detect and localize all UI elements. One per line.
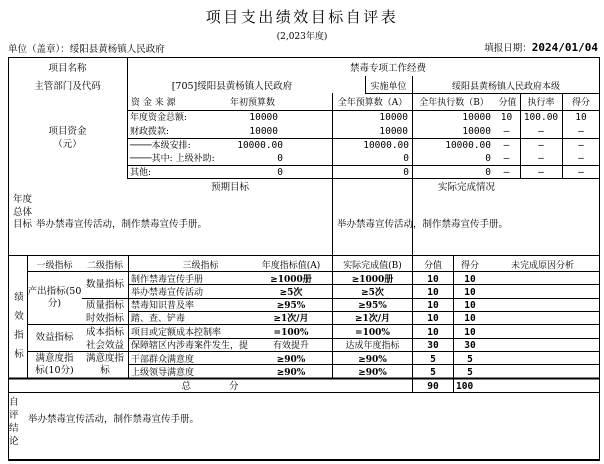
fund-row-budget: 10000 xyxy=(379,112,408,123)
l1-output-indicator: 产出指标(50分) xyxy=(27,286,82,309)
fund-row-budget: 10000.00 xyxy=(363,140,409,151)
indicator-weight: 5 xyxy=(430,354,436,365)
fund-row-label: 财政拨款: xyxy=(130,127,170,137)
l2-satisfaction: 满意度指标 xyxy=(85,353,124,376)
indicator-actual-header: 实际完成值(B) xyxy=(343,261,402,271)
dept-code-value: [705]绥阳县黄杨镇人民政府 xyxy=(171,81,293,92)
annual-goal-label: 年度总体目标 xyxy=(13,194,33,230)
indicator-weight: 10 xyxy=(427,287,439,298)
indicator-l3-header: 三级指标 xyxy=(182,261,219,271)
performance-side-label: 绩效指标 xyxy=(14,292,24,360)
indicator-actual: =100% xyxy=(355,328,390,338)
indicator-actual: ≥90% xyxy=(358,368,387,378)
indicator-actual: ≥1000册 xyxy=(351,275,394,285)
indicator-name: 举办禁毒宣传活动 xyxy=(131,288,204,298)
indicator-name: 禁毒知识普及率 xyxy=(131,301,195,311)
l2-quantity: 数量指标 xyxy=(85,279,124,290)
l2-social-benefit: 社会效益 xyxy=(85,340,124,351)
indicator-target: ≥95% xyxy=(276,301,306,311)
fund-row-score: – xyxy=(578,126,584,137)
actual-result-header: 实际完成情况 xyxy=(437,182,495,193)
total-score-label: 总 分 xyxy=(181,381,239,392)
indicator-score: 10 xyxy=(464,300,476,311)
form-subtitle: (2,023年度) xyxy=(276,32,328,42)
fund-row-score: – xyxy=(578,153,584,164)
indicator-name: 保障辖区内涉毒案件发生，提 xyxy=(131,341,249,351)
report-date xyxy=(420,42,598,55)
fund-row-rate: – xyxy=(538,126,544,137)
fund-row-rate: – xyxy=(538,167,544,178)
indicator-target-header: 年度指标值(A) xyxy=(261,261,321,271)
fund-row-init: 10000 xyxy=(249,126,278,137)
indicator-target: 有效提升 xyxy=(272,341,309,351)
fund-row-init: 10000 xyxy=(249,112,278,123)
report-date-label: 填报日期： xyxy=(484,43,532,54)
indicator-target: ≥1000册 xyxy=(270,275,312,285)
fund-row-budget: 0 xyxy=(403,153,409,164)
indicator-l1-header: 一级指标 xyxy=(36,261,73,271)
conclusion-label: 自评结论 xyxy=(9,397,19,447)
indicator-score: 30 xyxy=(464,340,476,351)
indicator-actual: ≥1次/月 xyxy=(354,314,391,324)
fund-weight-header: 分值 xyxy=(498,98,517,108)
fund-source-header: 资 金 来 源 xyxy=(131,98,176,108)
fund-row-label: 年度资金总额: xyxy=(130,113,188,123)
indicator-weight: 10 xyxy=(427,274,439,285)
fund-row-score: – xyxy=(578,140,584,151)
indicator-target: ≥1次/月 xyxy=(273,314,309,324)
indicator-score: 10 xyxy=(464,287,476,298)
indicator-weight: 10 xyxy=(427,313,439,324)
indicator-l2-header: 二级指标 xyxy=(86,261,123,271)
fund-row-init: 0 xyxy=(277,167,283,178)
fund-row-rate: – xyxy=(538,153,544,164)
total-weight-value: 90 xyxy=(427,381,439,392)
fund-row-budget: 10000 xyxy=(379,126,408,137)
fund-row-exec: 0 xyxy=(485,167,491,178)
indicator-score: 10 xyxy=(464,274,476,285)
fund-row-exec: 0 xyxy=(485,153,491,164)
indicator-actual: ≥90% xyxy=(358,355,387,365)
indicator-weight: 5 xyxy=(430,367,436,378)
fund-row-exec: 10000 xyxy=(462,126,491,137)
fund-row-weight: – xyxy=(503,140,510,151)
indicator-weight: 10 xyxy=(427,327,439,338)
fund-row-rate: 100.00 xyxy=(523,112,559,123)
fund-budget-header: 全年预算数（A） xyxy=(337,98,408,108)
indicator-score: 5 xyxy=(467,367,473,378)
indicator-actual: 达成年度指标 xyxy=(345,341,400,351)
fund-row-rate: – xyxy=(538,140,544,151)
fund-exec-header: 全年执行数（B） xyxy=(419,98,489,108)
fund-row-label: ────其中: 上级补助: xyxy=(130,154,215,164)
indicator-score-header: 得分 xyxy=(460,261,479,271)
l2-cost: 成本指标 xyxy=(85,327,124,338)
indicator-target: ≥5次 xyxy=(279,288,303,298)
indicator-weight-header: 分值 xyxy=(423,261,442,271)
l2-quality: 质量指标 xyxy=(85,300,124,311)
fund-row-score: – xyxy=(578,167,584,178)
project-name-label: 项目名称 xyxy=(48,63,87,74)
indicator-name: 干部群众满意度 xyxy=(131,355,195,365)
annual-goal-actual: 举办禁毒宣传活动，制作禁毒宣传手册。 xyxy=(337,219,509,230)
indicator-target: ≥90% xyxy=(276,368,306,378)
indicator-weight: 10 xyxy=(427,300,439,311)
indicator-score: 10 xyxy=(464,313,476,324)
fund-init-header: 年初预算数 xyxy=(229,98,275,108)
unit-stamp-label: 单位（盖章）：绥阳县黄杨镇人民政府 xyxy=(8,44,165,55)
fund-row-label: ────本级安排: xyxy=(130,141,191,151)
form-title: 项目支出绩效目标自评表 xyxy=(205,8,399,26)
indicator-name: 制作禁毒宣传手册 xyxy=(131,275,204,285)
l1-satisfaction-indicator: 满意度指标(10分) xyxy=(35,353,74,376)
indicator-actual: ≥5次 xyxy=(361,288,384,298)
fund-row-weight: 10 xyxy=(500,112,513,123)
report-date-value: 2024/01/04 xyxy=(531,41,598,54)
l2-timeliness: 时效指标 xyxy=(85,313,124,324)
indicator-target: =100% xyxy=(273,328,309,338)
fund-row-weight: – xyxy=(503,126,510,137)
fund-row-exec: 10000.00 xyxy=(445,140,491,151)
fund-row-init: 10000.00 xyxy=(237,140,283,151)
dept-code-label: 主管部门及代码 xyxy=(34,81,101,92)
fund-score-header: 得分 xyxy=(571,98,590,108)
l1-benefit-indicator: 效益指标 xyxy=(35,332,74,343)
fund-row-label: 其他: xyxy=(130,168,152,178)
fund-row-exec: 10000 xyxy=(462,112,491,123)
fund-row-weight: – xyxy=(503,153,510,164)
project-name-value: 禁毒专项工作经费 xyxy=(349,63,426,74)
indicator-score: 10 xyxy=(464,327,476,338)
fund-row-score: 10 xyxy=(575,112,587,123)
indicator-weight: 30 xyxy=(427,340,439,351)
indicator-name: 踏、查、铲毒 xyxy=(131,314,186,324)
indicator-actual: ≥95% xyxy=(358,301,387,311)
total-score-value: 100 xyxy=(456,381,474,392)
fund-row-budget: 0 xyxy=(403,167,409,178)
annual-goal-expected: 举办禁毒宣传活动，制作禁毒宣传手册。 xyxy=(36,219,208,230)
fund-section-unit: （元） xyxy=(53,139,82,150)
indicator-target: ≥90% xyxy=(276,355,306,365)
fund-row-weight: – xyxy=(503,167,510,178)
expected-goal-header: 预期目标 xyxy=(210,182,249,193)
indicator-name: 上级领导满意度 xyxy=(131,368,195,378)
fund-section-label: 项目资金 xyxy=(48,126,87,137)
indicator-reason-header: 未完成原因分析 xyxy=(510,261,574,271)
impl-unit-label: 实施单位 xyxy=(370,82,407,92)
indicator-score: 5 xyxy=(467,354,473,365)
fund-row-init: 0 xyxy=(277,153,283,164)
impl-unit-value: 绥阳县黄杨镇人民政府本级 xyxy=(451,82,560,92)
conclusion-text: 举办禁毒宣传活动，制作禁毒宣传手册。 xyxy=(28,414,200,425)
fund-rate-header: 执行率 xyxy=(527,98,555,108)
indicator-name: 项目或定额成本控制率 xyxy=(131,328,222,338)
